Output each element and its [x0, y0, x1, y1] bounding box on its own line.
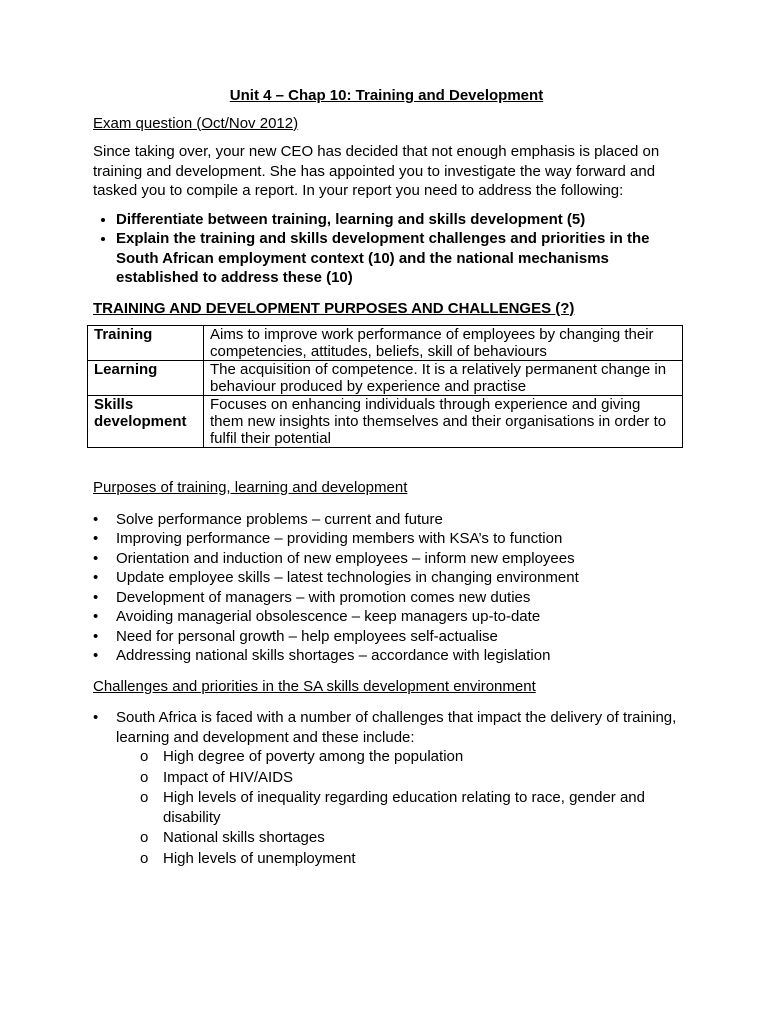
table-term: Training [88, 326, 204, 361]
challenges-list [93, 708, 680, 868]
list-item: • Addressing national skills shortages – accordance with legislation [116, 646, 680, 666]
table-definition: Focuses on enhancing individuals through experience and giving them new insights into themselves and their organisations in order to fulfil their potential [204, 396, 683, 448]
table-term: Skills development [88, 396, 204, 448]
table-row [88, 326, 683, 361]
definitions-table [87, 325, 683, 448]
list-item: • Avoiding managerial obsolescence – keep managers up-to-date [116, 607, 680, 627]
table-row [88, 396, 683, 448]
question-item: • Differentiate between training, learning and skills development (5) [116, 210, 680, 230]
exam-question-label: Exam question (Oct/Nov 2012) [93, 114, 299, 132]
sub-list-item: o High degree of poverty among the population [163, 747, 680, 767]
challenges-heading: Challenges and priorities in the SA skills development environment [93, 677, 536, 695]
section-heading: TRAINING AND DEVELOPMENT PURPOSES AND CHALLENGES (?) [93, 299, 575, 317]
purposes-list [93, 510, 680, 666]
list-item: • Need for personal growth – help employees self-actualise [116, 627, 680, 647]
table-definition: Aims to improve work performance of employees by changing their competencies, attitudes, beliefs, skill of behaviours [204, 326, 683, 361]
sub-list-item: o National skills shortages [163, 828, 680, 848]
sub-list-item: o Impact of HIV/AIDS [163, 768, 680, 788]
table-term: Learning [88, 361, 204, 396]
challenges-sublist [116, 747, 680, 868]
purposes-heading: Purposes of training, learning and development [93, 479, 408, 496]
table-definition: The acquisition of competence. It is a relatively permanent change in behaviour produced by experience and practise [204, 361, 683, 396]
list-item: • Improving performance – providing members with KSA’s to function [116, 529, 680, 549]
question-list [93, 210, 680, 288]
sub-list-item: o High levels of unemployment [163, 849, 680, 869]
table-row [88, 361, 683, 396]
list-item: • Orientation and induction of new employees – inform new employees [116, 549, 680, 569]
list-item: • Update employee skills – latest technologies in changing environment [116, 568, 680, 588]
sub-list-item: o High levels of inequality regarding education relating to race, gender and disability [163, 788, 680, 827]
intro-paragraph: Since taking over, your new CEO has decided that not enough emphasis is placed on training and development. She has appointed you to investigate the way forward and tasked you to compile a report. In your report you need to address the following: [93, 143, 660, 199]
question-item: • Explain the training and skills development challenges and priorities in the South African employment context (10) and the national mechanisms established to address these (10) [116, 229, 680, 288]
document-title: Unit 4 – Chap 10: Training and Development [229, 87, 544, 104]
list-item: • Development of managers – with promotion comes new duties [116, 588, 680, 608]
list-item: • Solve performance problems – current and future [116, 510, 680, 530]
challenges-intro: South Africa is faced with a number of challenges that impact the delivery of training, learning and development and these include: [116, 709, 677, 746]
list-item [116, 708, 680, 868]
